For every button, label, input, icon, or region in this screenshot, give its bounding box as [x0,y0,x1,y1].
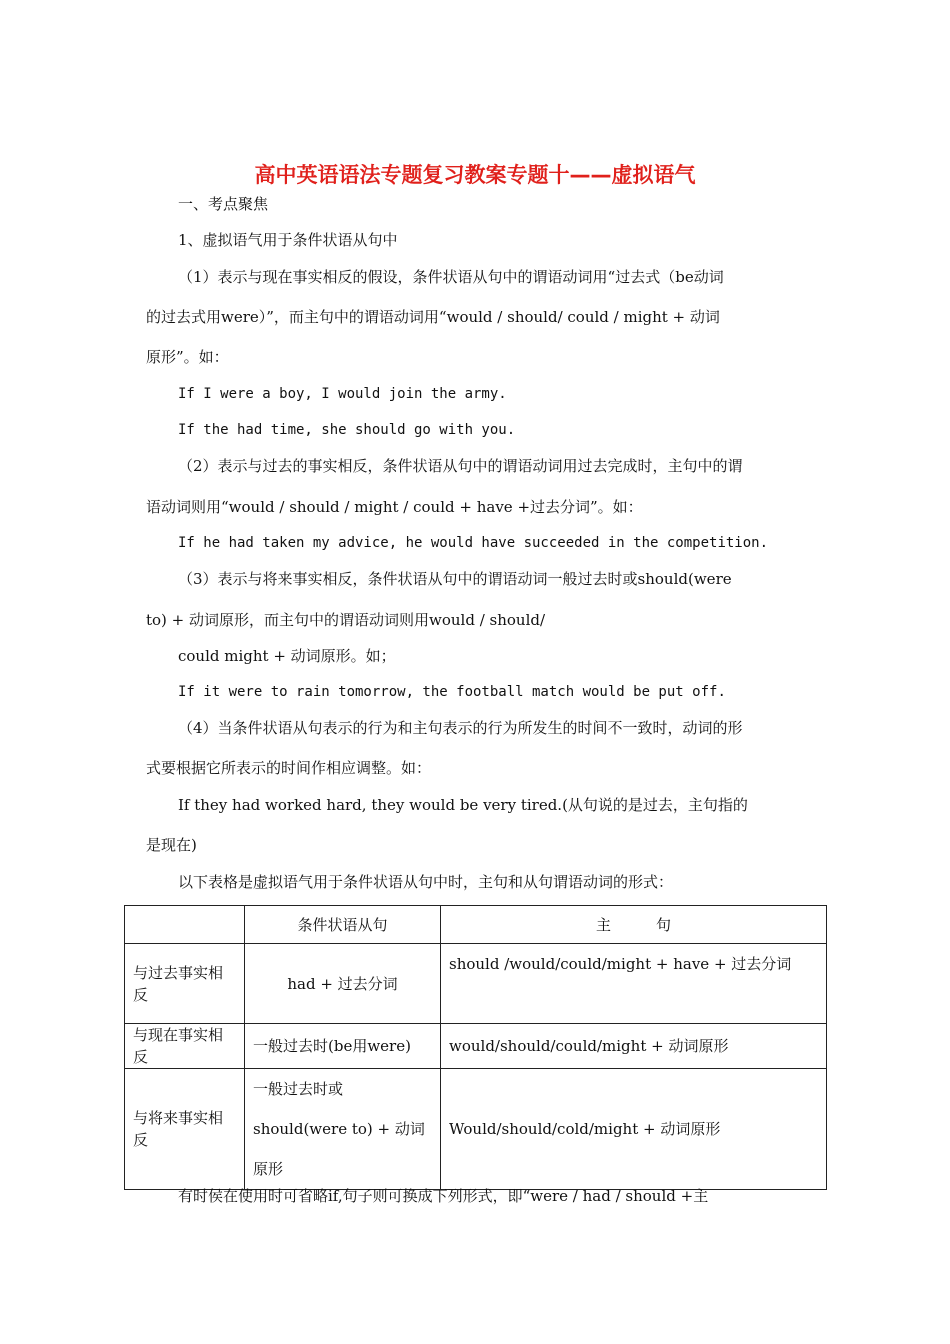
example-sentence: If they had worked hard, they would be very tired.(从句说的是过去，主句指的 [178,796,748,814]
table-header-cell: 主 句 [441,906,827,944]
table-header-cell [125,906,245,944]
subsection-heading: 1、虚拟语气用于条件状语从句中 [178,231,398,249]
paragraph-line: 有时侯在使用时可省略if,句子则可换成下列形式，即“were / had / should +主 [178,1187,709,1205]
document-title: 高中英语语法专题复习教案专题十——虚拟语气 [254,163,696,187]
table-intro: 以下表格是虚拟语气用于条件状语从句中时，主句和从句谓语动词的形式： [178,873,674,891]
paragraph-line: 是现在) [146,836,197,854]
paragraph-line: （3）表示与将来事实相反，条件状语从句中的谓语动词一般过去时或should(were [178,570,732,588]
table-cell: should /would/could/might + have + 过去分词 [441,944,827,1024]
table-cell: would/should/could/might + 动词原形 [441,1024,827,1069]
example-sentence: If it were to rain tomorrow, the football match would be put off. [178,684,726,700]
table-cell: 与将来事实相反 [125,1069,245,1190]
table-cell: 一般过去时(be用were) [245,1024,441,1069]
example-sentence: If the had time, she should go with you. [178,422,516,438]
table-header-cell: 条件状语从句 [245,906,441,944]
table-row [125,944,827,1024]
table-row [125,1024,827,1069]
paragraph-line: （4）当条件状语从句表示的行为和主句表示的行为所发生的时间不一致时，动词的形 [178,719,743,737]
paragraph-line: 式要根据它所表示的时间作相应调整。如： [146,759,432,777]
table-cell: 一般过去时或should(were to) + 动词原形 [245,1069,441,1190]
table-row [125,1069,827,1190]
paragraph-line: 原形”。如： [146,348,229,366]
paragraph-line: （1）表示与现在事实相反的假设，条件状语从句中的谓语动词用“过去式（be动词 [178,268,724,286]
table-cell: had + 过去分词 [245,944,441,1024]
paragraph-line: could might + 动词原形。如； [178,647,396,665]
example-sentence: If he had taken my advice, he would have succeeded in the competition. [178,535,769,551]
paragraph-line: 的过去式用were）”，而主句中的谓语动词用“would / should/ could / might + 动词 [146,308,720,326]
table-header-row [125,906,827,944]
table-cell: 与现在事实相反 [125,1024,245,1069]
paragraph-line: （2）表示与过去的事实相反，条件状语从句中的谓语动词用过去完成时，主句中的谓 [178,457,743,475]
table-cell: Would/should/cold/might + 动词原形 [441,1069,827,1190]
conditional-forms-table [124,905,827,1190]
section-heading: 一、考点聚焦 [178,195,269,213]
paragraph-line: to) + 动词原形，而主句中的谓语动词则用would / should/ [146,611,546,629]
table-cell: 与过去事实相反 [125,944,245,1024]
paragraph-line: 语动词则用“would / should / might / could + have +过去分词”。如： [146,498,643,516]
example-sentence: If I were a boy, I would join the army. [178,386,507,402]
